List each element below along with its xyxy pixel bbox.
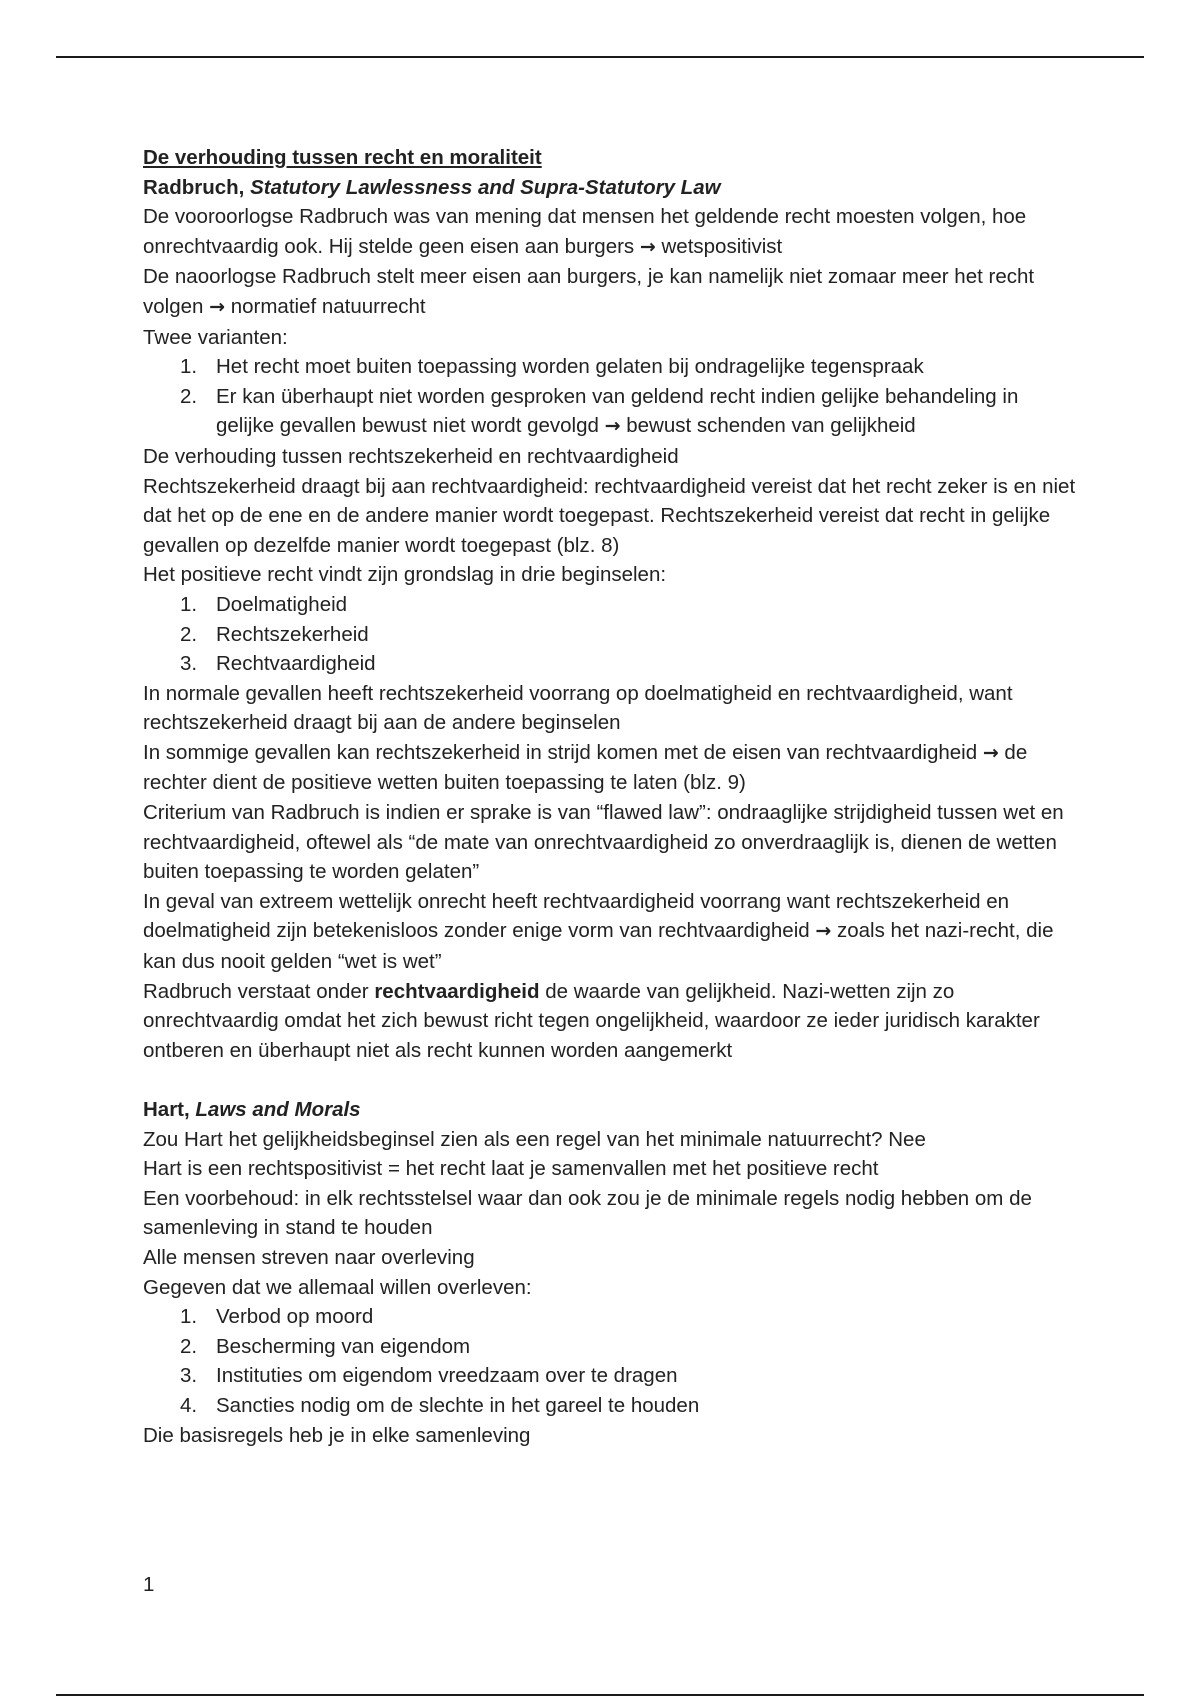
list-item: 1. Het recht moet buiten toepassing worden gelaten bij ondragelijke tegenspraak [143, 352, 1078, 382]
list-number: 2. [180, 1334, 198, 1358]
paragraph: De vooroorlogse Radbruch was van mening dat mensen het geldende recht moesten volgen, hoe onrechtvaardig ook. Hij stelde geen eisen aan burgers → wetspositivist [143, 205, 1027, 258]
list-item: 4. Sancties nodig om de slechte in het gareel te houden [143, 1391, 1078, 1421]
header-rule [56, 56, 1144, 58]
list-number: 1. [180, 592, 198, 616]
paragraph: Rechtszekerheid draagt bij aan rechtvaardigheid: rechtvaardigheid vereist dat het recht zeker is en niet dat het op de ene en de andere manier wordt toegepast. Rechtszekerheid vereist dat recht in gelijke gevallen op dezelfde manier wordt toegepast (blz. 8) [143, 474, 1076, 557]
paragraph-gap [143, 1065, 1078, 1095]
list-number: 3. [180, 1364, 198, 1388]
footer-rule [56, 1694, 1144, 1696]
rules-list [143, 1302, 1078, 1420]
arrow-right-icon: → [815, 920, 832, 943]
list-number: 3. [180, 652, 198, 676]
paragraph: De verhouding tussen rechtszekerheid en rechtvaardigheid [143, 444, 679, 468]
list-number: 1. [180, 355, 198, 379]
paragraph: In normale gevallen heeft rechtszekerheid voorrang op doelmatigheid en rechtvaardigheid, want rechtszekerheid draagt bij aan de andere beginselen [143, 681, 1013, 735]
list-number: 1. [180, 1305, 198, 1329]
paragraph: Twee varianten: [143, 325, 288, 349]
principles-list [143, 590, 1078, 679]
paragraph: Het positieve recht vindt zijn grondslag in drie beginselen: [143, 563, 667, 587]
bold-term: rechtvaardigheid [374, 979, 540, 1003]
paragraph: Alle mensen streven naar overleving [143, 1245, 475, 1269]
paragraph: De naoorlogse Radbruch stelt meer eisen aan burgers, je kan namelijk niet zomaar meer het recht volgen → normatief natuurrecht [143, 265, 1035, 318]
list-item: 2. Er kan überhaupt niet worden gesproken van geldend recht indien gelijke behandeling in gelijke gevallen bewust niet wordt gevolgd → bewust schenden van gelijkheid [143, 382, 1078, 442]
list-item: 3. Rechtvaardigheid [143, 649, 1078, 679]
arrow-right-icon: → [982, 741, 999, 764]
paragraph: Criterium van Radbruch is indien er sprake is van “flawed law”: ondraaglijke strijdigheid tussen wet en rechtvaardigheid, oftewel als “de mate van onrechtvaardigheid zo onverdraaglijk is, dienen de wetten buiten toepassing te worden gelaten” [143, 801, 1064, 884]
paragraph: Gegeven dat we allemaal willen overleven: [143, 1275, 532, 1299]
list-item: 1. Doelmatigheid [143, 590, 1078, 620]
paragraph: Radbruch verstaat onder rechtvaardigheid de waarde van gelijkheid. Nazi-wetten zijn zo onrechtvaardig omdat het zich bewust richt tegen ongelijkheid, waardoor ze ieder juridisch karakter ontberen en überhaupt niet als recht kunnen worden aangemerkt [143, 979, 1040, 1062]
arrow-right-icon: → [209, 295, 226, 318]
paragraph: Zou Hart het gelijkheidsbeginsel zien als een regel van het minimale natuurrecht? Nee [143, 1127, 926, 1151]
list-number: 2. [180, 384, 198, 408]
paragraph: Die basisregels heb je in elke samenleving [143, 1423, 531, 1447]
variants-list [143, 352, 1078, 442]
author-name: Radbruch, [143, 175, 251, 199]
list-number: 4. [180, 1393, 198, 1417]
list-item: 2. Rechtszekerheid [143, 620, 1078, 650]
paragraph: In geval van extreem wettelijk onrecht heeft rechtvaardigheid voorrang want rechtszekerheid en doelmatigheid zijn betekenisloos zonder enige vorm van rechtvaardigheid → zoals het nazi-recht, die kan dus nooit gelden “wet is wet” [143, 889, 1054, 974]
work-title: Statutory Lawlessness and Supra-Statutory Law [250, 175, 721, 199]
section-heading: De verhouding tussen recht en moraliteit [143, 146, 542, 169]
list-item: 2. Bescherming van eigendom [143, 1332, 1078, 1362]
list-item: 3. Instituties om eigendom vreedzaam over te dragen [143, 1361, 1078, 1391]
arrow-right-icon: → [639, 235, 656, 258]
paragraph: Hart is een rechtspositivist = het recht laat je samenvallen met het positieve recht [143, 1157, 879, 1181]
list-item: 1. Verbod op moord [143, 1302, 1078, 1332]
work-title: Laws and Morals [195, 1098, 361, 1121]
arrow-right-icon: → [604, 415, 621, 438]
author-name: Hart, [143, 1098, 196, 1121]
paragraph: Een voorbehoud: in elk rechtsstelsel waar dan ook zou je de minimale regels nodig hebben om de samenleving in stand te houden [143, 1186, 1032, 1240]
document-body [143, 143, 1078, 1450]
reading-title-radbruch [143, 173, 1078, 203]
paragraph: In sommige gevallen kan rechtszekerheid in strijd komen met de eisen van rechtvaardigheid → de rechter dient de positieve wetten buiten toepassing te laten (blz. 9) [143, 740, 1028, 795]
page-number: 1 [143, 1573, 155, 1596]
list-number: 2. [180, 622, 198, 646]
reading-title-hart [143, 1095, 1078, 1125]
